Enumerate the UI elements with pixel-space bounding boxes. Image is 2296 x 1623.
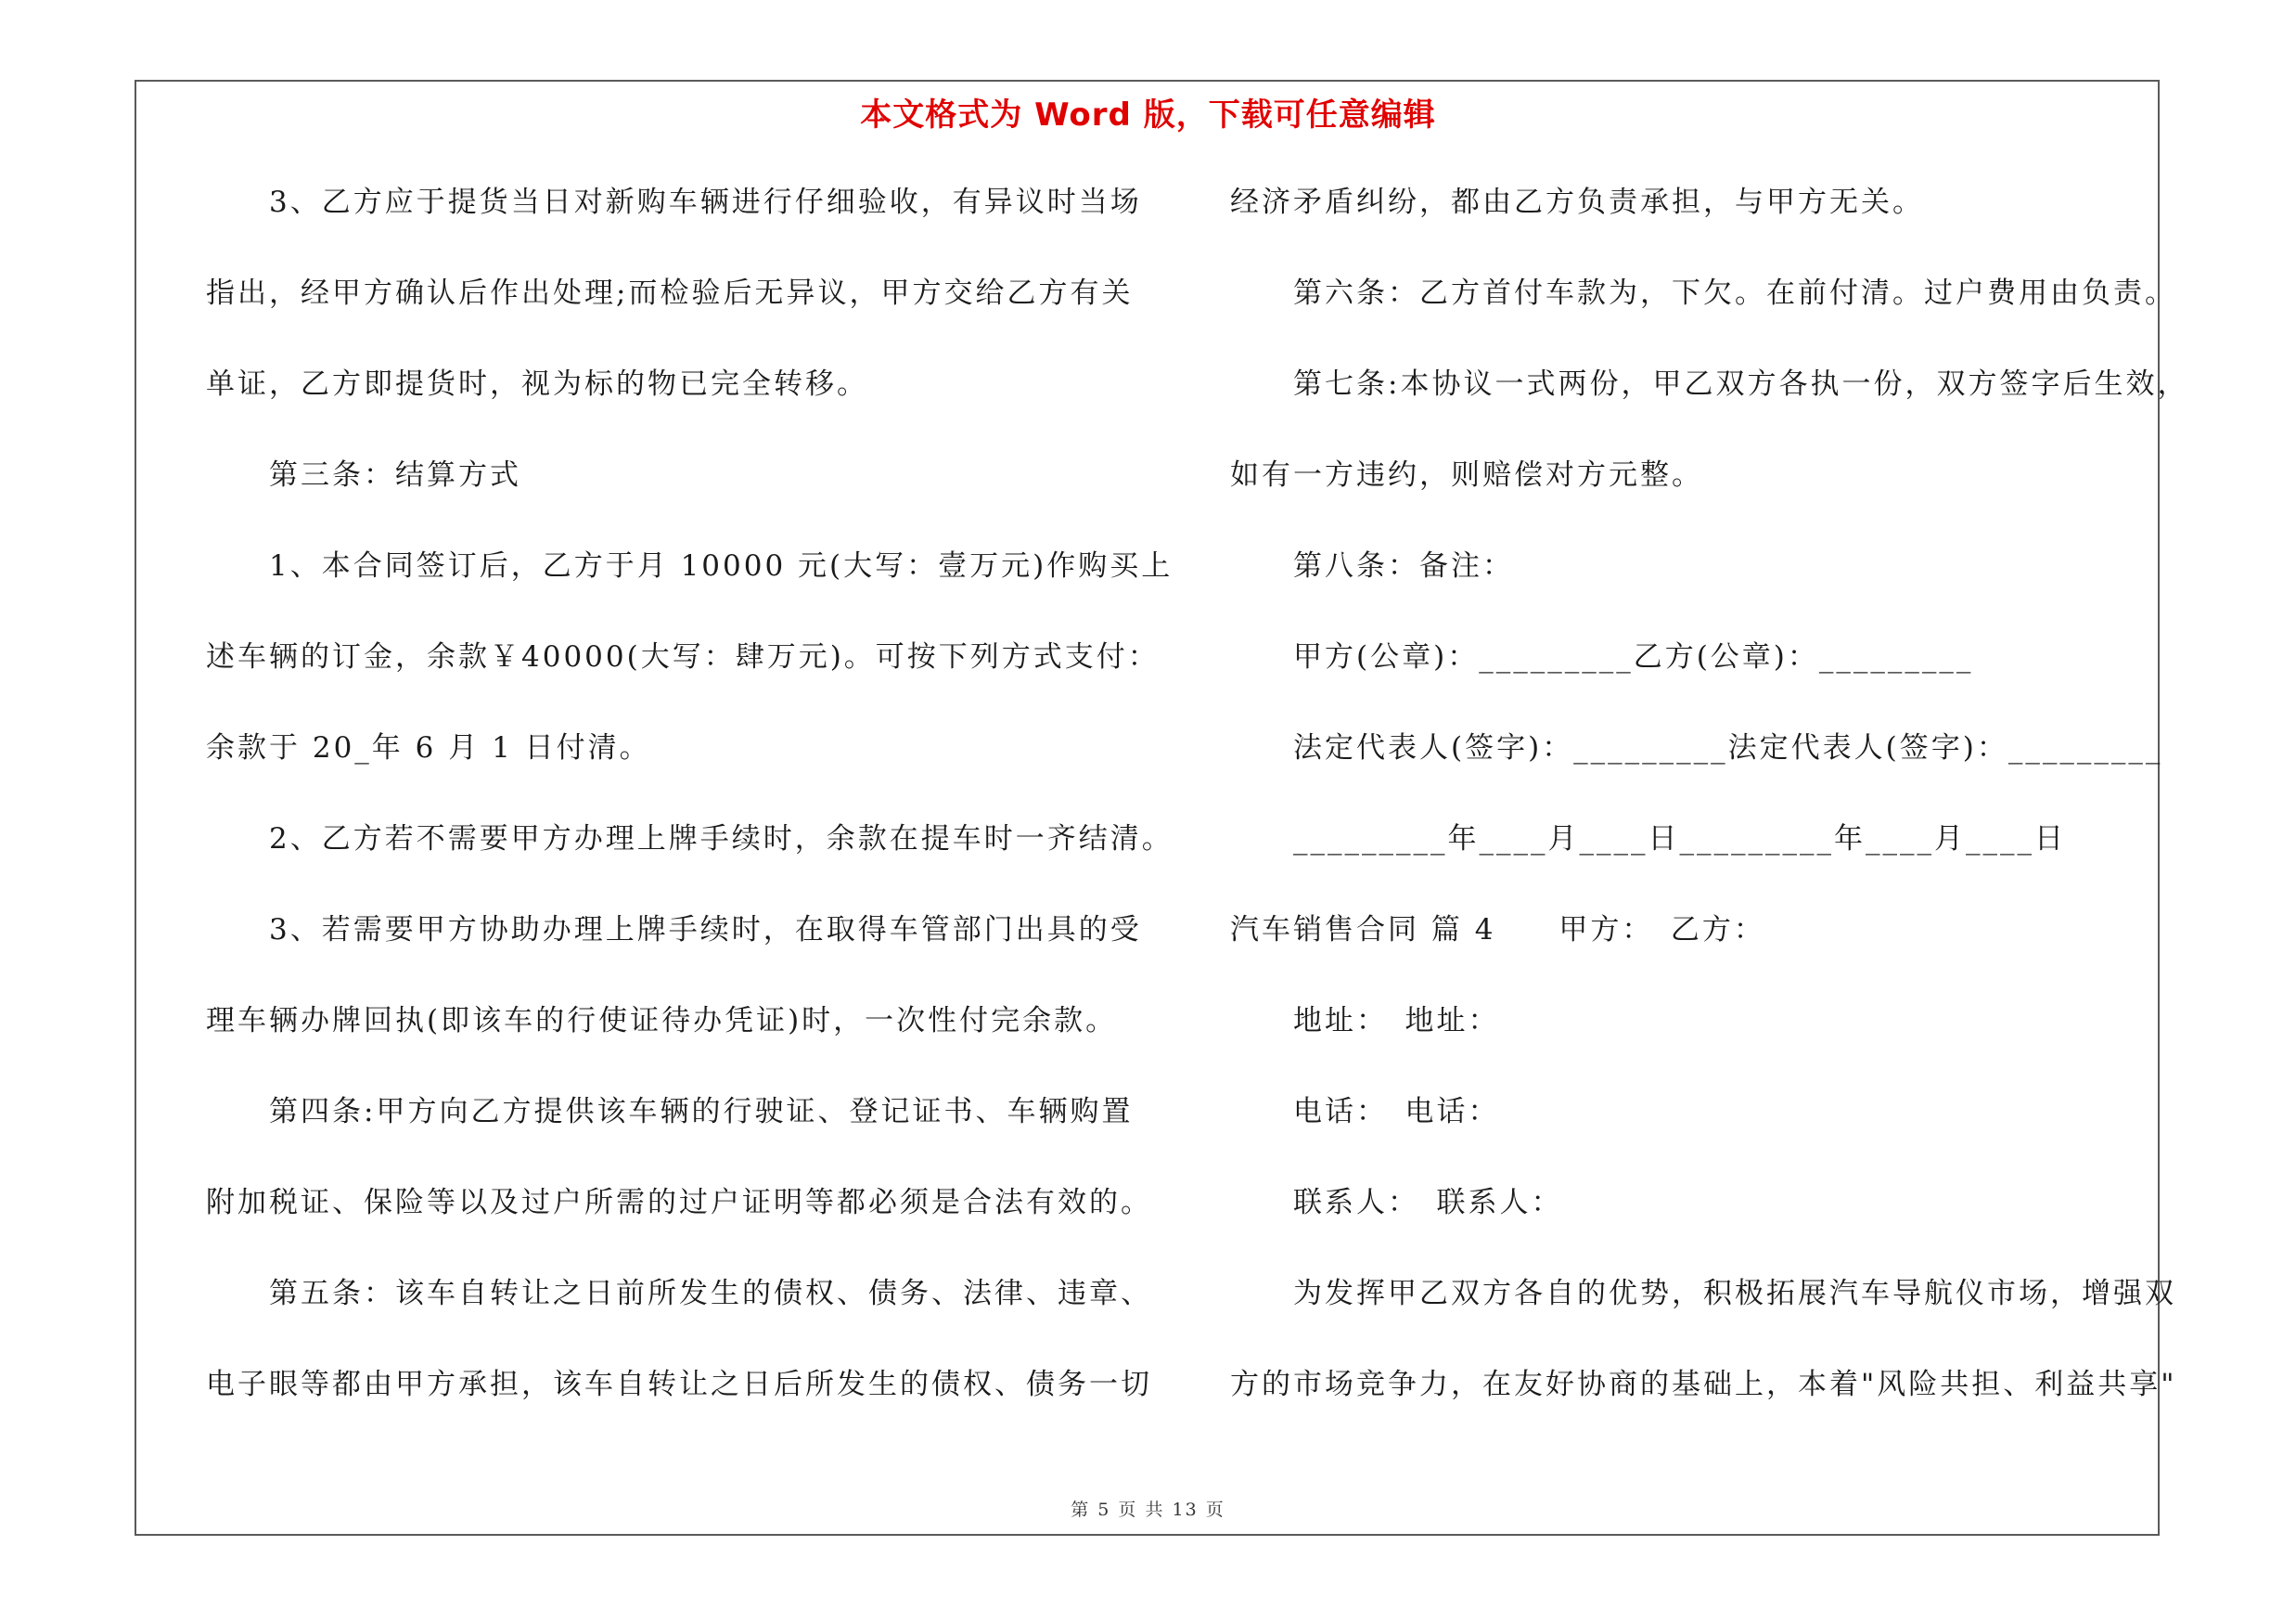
text-line: 余款于 20_年 6 月 1 日付清。: [206, 731, 651, 765]
section-heading: 汽车销售合同 篇 4 甲方： 乙方：: [1230, 913, 1765, 947]
text-line: 电话： 电话：: [1230, 1095, 1500, 1128]
signature-line: 法定代表人(签字)：_________法定代表人(签字)：_________: [1230, 731, 2163, 765]
text-line: 理车辆办牌回执(即该车的行使证待办凭证)时，一次性付完余款。: [206, 1004, 1118, 1037]
text-line: 附加税证、保险等以及过户所需的过户证明等都必须是合法有效的。: [206, 1186, 1152, 1219]
text-line: 第三条：结算方式: [206, 458, 521, 492]
text-line: 1、本合同签订后，乙方于月 10000 元(大写：壹万元)作购买上: [206, 549, 1174, 583]
text-line: 3、乙方应于提货当日对新购车辆进行仔细验收，有异议时当场: [206, 186, 1142, 219]
text-line: 指出，经甲方确认后作出处理;而检验后无异议，甲方交给乙方有关: [206, 277, 1134, 310]
text-line: 方的市场竞争力，在友好协商的基础上，本着"风险共担、利益共享": [1230, 1368, 2177, 1401]
text-line: 地址： 地址：: [1230, 1004, 1500, 1037]
page-number-footer: 第 5 页 共 13 页: [1071, 1500, 1225, 1520]
text-line: 第四条:甲方向乙方提供该车辆的行驶证、登记证书、车辆购置: [206, 1095, 1134, 1128]
text-line: 第七条:本协议一式两份，甲乙双方各执一份，双方签字后生效，: [1230, 367, 2189, 401]
text-line: 单证，乙方即提货时，视为标的物已完全转移。: [206, 367, 868, 401]
text-line: 述车辆的订金，余款￥40000(大写：肆万元)。可按下列方式支付：: [206, 640, 1160, 674]
text-line: 3、若需要甲方协助办理上牌手续时，在取得车管部门出具的受: [206, 913, 1142, 947]
text-line: 电子眼等都由甲方承担，该车自转让之日后所发生的债权、债务一切: [206, 1368, 1152, 1401]
text-line: 第五条：该车自转让之日前所发生的债权、债务、法律、违章、: [206, 1277, 1152, 1310]
text-line: 2、乙方若不需要甲方办理上牌手续时，余款在提车时一齐结清。: [206, 822, 1174, 856]
date-line: _________年____月____日_________年____月____日: [1230, 822, 2066, 856]
document-header-title: 本文格式为 Word 版，下载可任意编辑: [860, 97, 1436, 134]
text-line: 第六条：乙方首付车款为，下欠。在前付清。过户费用由负责。: [1230, 277, 2176, 310]
text-line: 为发挥甲乙双方各自的优势，积极拓展汽车导航仪市场，增强双: [1230, 1277, 2176, 1310]
text-line: 第八条：备注：: [1230, 549, 1514, 583]
signature-line: 甲方(公章)：_________乙方(公章)：_________: [1230, 640, 1974, 674]
text-line: 经济矛盾纠纷，都由乙方负责承担，与甲方无关。: [1230, 186, 1924, 219]
text-line: 如有一方违约，则赔偿对方元整。: [1230, 458, 1703, 492]
text-line: 联系人： 联系人：: [1230, 1186, 1563, 1219]
